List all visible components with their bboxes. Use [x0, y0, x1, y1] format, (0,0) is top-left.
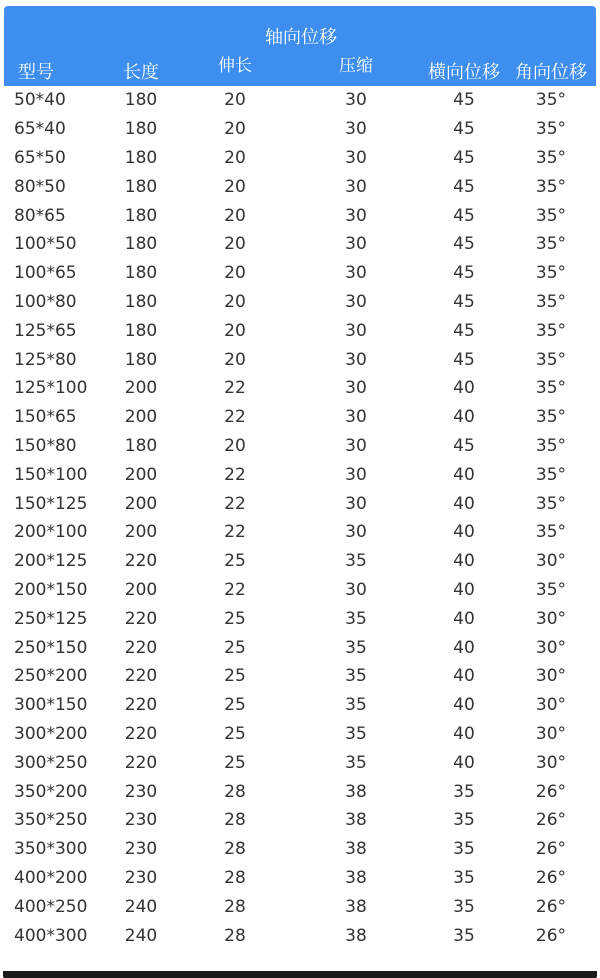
cell-angular: 35°	[535, 349, 567, 370]
table-row	[4, 374, 596, 403]
cell-compress: 38	[345, 781, 367, 802]
table-row	[4, 518, 596, 547]
cell-model: 65*40	[14, 119, 66, 140]
table-row	[4, 604, 596, 633]
cell-lateral: 40	[453, 464, 475, 485]
cell-model: 300*200	[14, 723, 88, 744]
cell-compress: 30	[345, 435, 367, 456]
cell-model: 350*200	[14, 781, 88, 802]
cell-length: 240	[124, 925, 158, 946]
cell-length: 180	[124, 349, 158, 370]
cell-extend: 28	[224, 781, 246, 802]
cell-model: 400*300	[14, 925, 88, 946]
cell-length: 220	[124, 666, 158, 687]
cell-lateral: 45	[453, 291, 475, 312]
table-body	[4, 86, 596, 950]
cell-lateral: 45	[453, 320, 475, 341]
cell-length: 220	[124, 723, 158, 744]
cell-extend: 20	[224, 205, 246, 226]
cell-extend: 20	[224, 90, 246, 111]
table-row	[4, 403, 596, 432]
cell-compress: 30	[345, 263, 367, 284]
cell-length: 180	[124, 234, 158, 255]
cell-lateral: 40	[453, 493, 475, 514]
cell-extend: 20	[224, 234, 246, 255]
table-row	[4, 748, 596, 777]
table-row	[4, 288, 596, 317]
cell-model: 350*250	[14, 810, 88, 831]
cell-extend: 20	[224, 320, 246, 341]
cell-model: 150*125	[14, 493, 88, 514]
cell-length: 180	[124, 205, 158, 226]
cell-extend: 22	[224, 378, 246, 399]
cell-extend: 25	[224, 608, 246, 629]
cell-model: 150*65	[14, 407, 77, 428]
cell-compress: 30	[345, 320, 367, 341]
cell-angular: 35°	[535, 263, 567, 284]
cell-lateral: 35	[453, 867, 475, 888]
cell-compress: 35	[345, 666, 367, 687]
cell-compress: 30	[345, 493, 367, 514]
table-row	[4, 432, 596, 461]
page	[0, 6, 600, 978]
cell-angular: 35°	[535, 291, 567, 312]
spec-table	[4, 6, 596, 950]
cell-angular: 35°	[535, 522, 567, 543]
cell-lateral: 40	[453, 723, 475, 744]
cell-lateral: 35	[453, 925, 475, 946]
cell-length: 220	[124, 608, 158, 629]
cell-length: 230	[124, 839, 158, 860]
cell-lateral: 40	[453, 551, 475, 572]
cell-length: 230	[124, 810, 158, 831]
cell-extend: 22	[224, 464, 246, 485]
header-angular: 角向位移	[506, 6, 596, 86]
cell-lateral: 35	[453, 839, 475, 860]
table-row	[4, 835, 596, 864]
table-row	[4, 115, 596, 144]
header-compress: 压缩	[290, 51, 422, 86]
table-row	[4, 489, 596, 518]
cell-length: 180	[124, 176, 158, 197]
cell-length: 200	[124, 378, 158, 399]
cell-extend: 20	[224, 176, 246, 197]
cell-extend: 22	[224, 579, 246, 600]
cell-angular: 35°	[535, 464, 567, 485]
cell-compress: 30	[345, 378, 367, 399]
cell-lateral: 40	[453, 608, 475, 629]
table-row	[4, 691, 596, 720]
cell-model: 125*65	[14, 320, 77, 341]
cell-lateral: 40	[453, 637, 475, 658]
cell-model: 125*100	[14, 378, 88, 399]
cell-model: 150*80	[14, 435, 77, 456]
cell-lateral: 40	[453, 666, 475, 687]
cell-angular: 26°	[535, 781, 567, 802]
cell-extend: 28	[224, 867, 246, 888]
cell-lateral: 45	[453, 234, 475, 255]
cell-compress: 30	[345, 90, 367, 111]
cell-compress: 30	[345, 407, 367, 428]
cell-model: 300*250	[14, 752, 88, 773]
table-row	[4, 662, 596, 691]
cell-extend: 28	[224, 925, 246, 946]
cell-extend: 22	[224, 407, 246, 428]
cell-compress: 30	[345, 234, 367, 255]
cell-model: 80*50	[14, 176, 66, 197]
cell-length: 220	[124, 551, 158, 572]
table-row	[4, 720, 596, 749]
cell-extend: 20	[224, 263, 246, 284]
cell-compress: 35	[345, 637, 367, 658]
cell-model: 80*65	[14, 205, 66, 226]
table-row	[4, 777, 596, 806]
cell-lateral: 45	[453, 349, 475, 370]
cell-model: 65*50	[14, 147, 66, 168]
table-row	[4, 144, 596, 173]
cell-extend: 28	[224, 839, 246, 860]
cell-lateral: 45	[453, 90, 475, 111]
table-row	[4, 86, 596, 115]
header-extend: 伸长	[180, 51, 290, 86]
cell-model: 100*65	[14, 263, 77, 284]
cell-angular: 26°	[535, 925, 567, 946]
cell-extend: 25	[224, 551, 246, 572]
table-row	[4, 864, 596, 893]
cell-angular: 26°	[535, 867, 567, 888]
cell-extend: 25	[224, 752, 246, 773]
cell-model: 400*250	[14, 896, 88, 917]
cell-extend: 25	[224, 723, 246, 744]
cell-model: 250*150	[14, 637, 88, 658]
cell-extend: 28	[224, 896, 246, 917]
cell-length: 180	[124, 320, 158, 341]
cell-compress: 30	[345, 579, 367, 600]
cell-angular: 35°	[535, 378, 567, 399]
cell-lateral: 40	[453, 378, 475, 399]
cell-extend: 20	[224, 147, 246, 168]
cell-compress: 30	[345, 291, 367, 312]
cell-model: 125*80	[14, 349, 77, 370]
cell-angular: 35°	[535, 147, 567, 168]
header-length: 长度	[102, 6, 180, 86]
cell-compress: 38	[345, 896, 367, 917]
cell-extend: 28	[224, 810, 246, 831]
cell-angular: 30°	[535, 695, 567, 716]
cell-extend: 25	[224, 637, 246, 658]
cell-angular: 35°	[535, 205, 567, 226]
cell-compress: 30	[345, 205, 367, 226]
cell-model: 50*40	[14, 90, 66, 111]
cell-length: 200	[124, 493, 158, 514]
table-row	[4, 921, 596, 950]
cell-length: 180	[124, 119, 158, 140]
cell-extend: 22	[224, 522, 246, 543]
table-row	[4, 892, 596, 921]
cell-angular: 35°	[535, 320, 567, 341]
table-row	[4, 547, 596, 576]
cell-compress: 30	[345, 147, 367, 168]
cell-angular: 35°	[535, 407, 567, 428]
cell-model: 250*200	[14, 666, 88, 687]
cell-length: 220	[124, 637, 158, 658]
cell-lateral: 40	[453, 752, 475, 773]
cell-compress: 38	[345, 867, 367, 888]
cell-lateral: 45	[453, 435, 475, 456]
cell-angular: 30°	[535, 666, 567, 687]
cell-length: 200	[124, 522, 158, 543]
table-row	[4, 806, 596, 835]
cell-model: 400*200	[14, 867, 88, 888]
table-row	[4, 172, 596, 201]
cell-compress: 35	[345, 608, 367, 629]
cell-lateral: 45	[453, 176, 475, 197]
bottom-bar	[3, 971, 597, 978]
cell-model: 200*100	[14, 522, 88, 543]
cell-extend: 20	[224, 119, 246, 140]
cell-compress: 35	[345, 723, 367, 744]
cell-compress: 30	[345, 464, 367, 485]
cell-length: 180	[124, 263, 158, 284]
cell-extend: 22	[224, 493, 246, 514]
table-row	[4, 345, 596, 374]
cell-angular: 30°	[535, 637, 567, 658]
cell-length: 230	[124, 781, 158, 802]
cell-length: 200	[124, 579, 158, 600]
cell-lateral: 40	[453, 579, 475, 600]
cell-model: 250*125	[14, 608, 88, 629]
cell-extend: 20	[224, 349, 246, 370]
cell-angular: 30°	[535, 723, 567, 744]
cell-compress: 38	[345, 839, 367, 860]
header-lateral: 横向位移	[422, 6, 506, 86]
cell-angular: 35°	[535, 90, 567, 111]
cell-compress: 35	[345, 695, 367, 716]
cell-angular: 35°	[535, 493, 567, 514]
cell-lateral: 40	[453, 522, 475, 543]
table-row	[4, 230, 596, 259]
cell-length: 180	[124, 147, 158, 168]
cell-angular: 30°	[535, 752, 567, 773]
cell-lateral: 40	[453, 695, 475, 716]
table-row	[4, 460, 596, 489]
cell-length: 230	[124, 867, 158, 888]
cell-lateral: 45	[453, 119, 475, 140]
cell-model: 200*150	[14, 579, 88, 600]
cell-compress: 38	[345, 925, 367, 946]
cell-angular: 26°	[535, 896, 567, 917]
cell-model: 200*125	[14, 551, 88, 572]
header-axial: 轴向位移	[180, 6, 422, 51]
cell-angular: 30°	[535, 608, 567, 629]
cell-compress: 38	[345, 810, 367, 831]
cell-extend: 25	[224, 666, 246, 687]
cell-angular: 35°	[535, 435, 567, 456]
cell-length: 200	[124, 464, 158, 485]
cell-lateral: 40	[453, 407, 475, 428]
cell-length: 220	[124, 752, 158, 773]
header-model: 型号	[4, 6, 102, 86]
cell-lateral: 45	[453, 205, 475, 226]
cell-model: 350*300	[14, 839, 88, 860]
cell-length: 180	[124, 90, 158, 111]
table-row	[4, 633, 596, 662]
cell-compress: 35	[345, 551, 367, 572]
cell-angular: 35°	[535, 119, 567, 140]
cell-angular: 26°	[535, 810, 567, 831]
cell-angular: 26°	[535, 839, 567, 860]
cell-extend: 25	[224, 695, 246, 716]
cell-lateral: 45	[453, 147, 475, 168]
cell-compress: 30	[345, 176, 367, 197]
cell-extend: 20	[224, 291, 246, 312]
cell-angular: 35°	[535, 176, 567, 197]
cell-lateral: 35	[453, 781, 475, 802]
cell-model: 300*150	[14, 695, 88, 716]
cell-compress: 30	[345, 119, 367, 140]
cell-length: 180	[124, 435, 158, 456]
cell-length: 220	[124, 695, 158, 716]
cell-lateral: 35	[453, 810, 475, 831]
cell-lateral: 45	[453, 263, 475, 284]
cell-angular: 35°	[535, 234, 567, 255]
cell-angular: 35°	[535, 579, 567, 600]
table-row	[4, 259, 596, 288]
cell-angular: 30°	[535, 551, 567, 572]
cell-model: 150*100	[14, 464, 88, 485]
table-header	[4, 6, 596, 86]
cell-length: 180	[124, 291, 158, 312]
cell-model: 100*80	[14, 291, 77, 312]
cell-length: 240	[124, 896, 158, 917]
cell-model: 100*50	[14, 234, 77, 255]
table-row	[4, 316, 596, 345]
cell-extend: 20	[224, 435, 246, 456]
table-row	[4, 576, 596, 605]
cell-compress: 30	[345, 349, 367, 370]
cell-lateral: 35	[453, 896, 475, 917]
cell-compress: 35	[345, 752, 367, 773]
table-row	[4, 201, 596, 230]
cell-length: 200	[124, 407, 158, 428]
cell-compress: 30	[345, 522, 367, 543]
